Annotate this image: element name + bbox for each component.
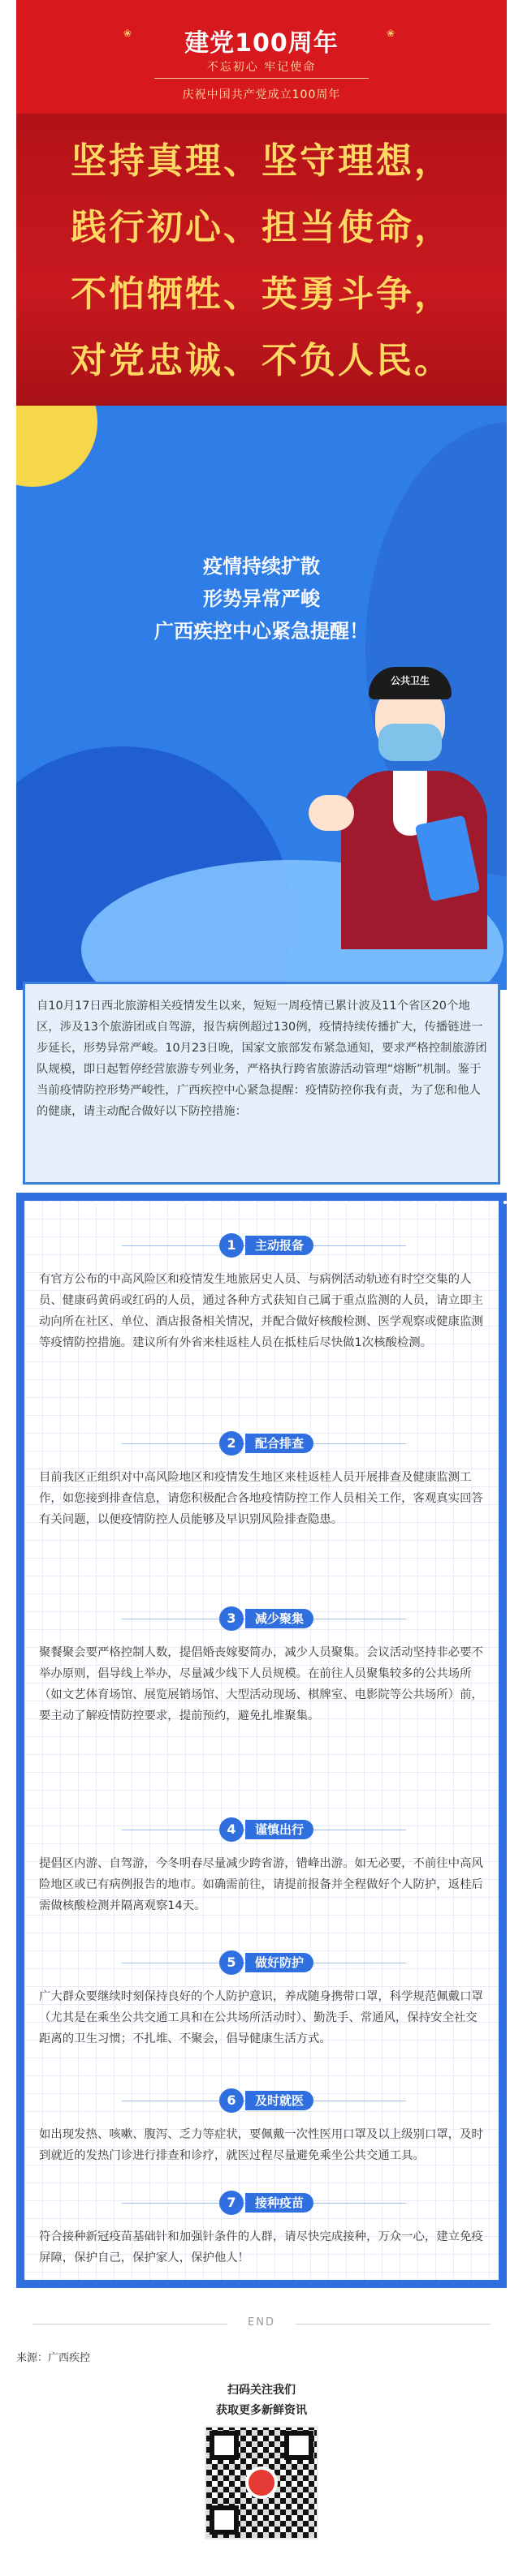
section-header	[24, 2088, 499, 2113]
qr-corner	[210, 2431, 239, 2460]
slogan-line: 践行初心、担当使命，	[71, 207, 452, 248]
banner-title: 建党100周年	[184, 29, 339, 58]
follow-prompt: 扫码关注我们	[227, 2384, 296, 2397]
section-header	[24, 1431, 499, 1456]
section-header	[24, 1817, 499, 1842]
section-header	[24, 1233, 499, 1258]
section-number: 5	[219, 1950, 244, 1975]
banner-subtitle: 不忘初心 牢记使命	[206, 61, 317, 74]
section-number: 3	[219, 1606, 244, 1631]
section-title: 谨慎出行	[245, 1820, 313, 1839]
section-header	[24, 1950, 499, 1975]
section-number: 1	[219, 1233, 244, 1258]
section-text: 广大群众要继续时刻保持良好的个人防护意识，养成随身携带口罩，科学规范佩戴口罩（尤其是在乘坐公共交通工具和在公共场所活动时）、勤洗手、常通风，保持安全社交距离的卫生习惯；不扎堆、不聚会，倡导健康生活方式。	[39, 1990, 483, 2045]
section-number: 7	[219, 2191, 244, 2215]
slogan-line: 坚持真理、坚守理想，	[71, 140, 452, 182]
qr-corner	[284, 2431, 313, 2460]
section-text: 目前我区正组织对中高风险地区和疫情发生地区来桂返桂人员开展排查及健康监测工作，如您接到排查信息，请您积极配合各地疫情防控工作人员相关工作，客观真实回答有关问题，以便疫情防控人员能够及早识别风险排查隐患。	[39, 1471, 483, 1526]
section-title: 配合排查	[245, 1434, 313, 1453]
slogan-line: 不怕牺牲、英勇斗争，	[71, 273, 452, 315]
section-title: 接种疫苗	[245, 2193, 313, 2213]
hand	[309, 795, 354, 831]
section-header	[24, 1606, 499, 1631]
health-worker-illustration	[325, 649, 504, 949]
logo-icon	[245, 2466, 278, 2499]
cap-label: 公共卫生	[390, 675, 430, 686]
dotted-border	[16, 1199, 507, 1206]
ribbon-icon: ❀	[387, 28, 395, 39]
slogan-line: 对党忠诚、不负人民。	[71, 340, 452, 381]
section-title: 做好防护	[245, 1953, 313, 1972]
section-text: 提倡区内游、自驾游，今冬明春尽量减少跨省游，错峰出游。如无必要，不前往中高风险地区或已有病例报告的地市。如确需前往，请提前报备并全程做好个人防护，返桂后需做核酸检测并隔离观察14天。	[39, 1857, 483, 1912]
section-text: 符合接种新冠疫苗基础针和加强针条件的人群，请尽快完成接种，万众一心，建立免疫屏障，保护自己，保护家人，保护他人！	[39, 2230, 483, 2264]
end-marker: END	[248, 2316, 275, 2329]
section-title: 减少聚集	[245, 1609, 313, 1628]
section-text: 有官方公布的中高风险区和疫情发生地旅居史人员、与病例活动轨迹有时空交集的人员、健康码黄码或红码的人员，通过各种方式获知自己属于重点监测的人员，请立即主动向所在社区、单位、酒店报备相关情况，并配合做好核酸检测、医学观察或健康监测等疫情防控措施。建议所有外省来桂返桂人员在抵桂后尽快做1次核酸检测。	[39, 1273, 483, 1349]
section-text: 聚餐聚会要严格控制人数，提倡婚丧嫁娶简办，减少人员聚集。会议活动坚持非必要不举办原则，倡导线上举办，尽量减少线下人员规模。在前往人员聚集较多的公共场所（如文艺体育场馆、展览展销场馆、大型活动现场、棋牌室、电影院等公共场所）前，要主动了解疫情防控要求，提前预约，避免扎堆聚集。	[39, 1646, 483, 1722]
face-mask-icon	[378, 724, 442, 761]
section-title: 及时就医	[245, 2091, 313, 2110]
sun-shape	[16, 406, 97, 487]
ribbon-icon: ❀	[123, 28, 132, 39]
hero-headline: 疫情持续扩散	[203, 555, 320, 578]
hero-headline: 广西疾控中心紧急提醒！	[154, 620, 369, 643]
slogan-panel	[16, 114, 507, 406]
anniversary-banner	[16, 0, 507, 114]
follow-prompt: 获取更多新鲜资讯	[216, 2404, 307, 2417]
source-credit: 来源：广西疾控	[16, 2352, 91, 2364]
section-title: 主动报备	[245, 1236, 313, 1255]
hero-illustration	[16, 406, 507, 990]
banner-subtitle-2: 庆祝中国共产党成立100周年	[182, 88, 341, 101]
section-number: 4	[219, 1817, 244, 1842]
qr-corner	[210, 2505, 239, 2535]
section-number: 2	[219, 1431, 244, 1456]
section-text: 如出现发热、咳嗽、腹泻、乏力等症状，要佩戴一次性医用口罩及以上级别口罩，及时到就近的发热门诊进行排查和诊疗，就医过程尽量避免乘坐公共交通工具。	[39, 2128, 483, 2162]
section-number: 6	[219, 2088, 244, 2113]
measures-grid	[24, 1201, 499, 2280]
hero-headline: 形势异常严峻	[203, 587, 320, 610]
measures-panel	[16, 1193, 507, 2288]
divider	[154, 78, 369, 79]
intro-notice	[23, 982, 500, 1185]
intro-text: 自10月17日西北旅游相关疫情发生以来，短短一周疫情已累计波及11个省区20个地区，涉及13个旅游团或自驾游，报告病例超过130例，疫情持续传播扩大，传播链进一步延长，形势异常严峻。10月23日晚，国家文旅部发布紧急通知，要求严格控制旅游团队规模，即日起暂停经营旅游专列业务，严格执行跨省旅游活动管理“熔断”机制。鉴于当前疫情防控形势严峻性，广西疾控中心紧急提醒：疫情防控你我有责，为了您和他人的健康，请主动配合做好以下防控措施：	[37, 1000, 487, 1118]
section-header	[24, 2191, 499, 2215]
